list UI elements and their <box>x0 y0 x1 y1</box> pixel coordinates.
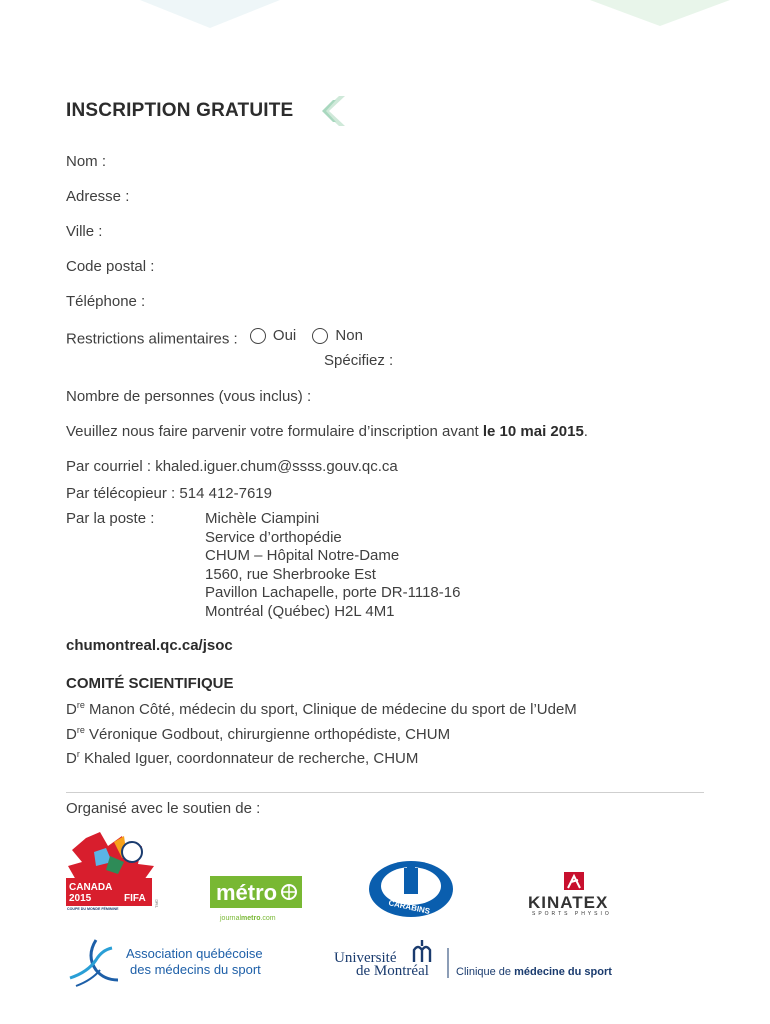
fifa-logo <box>66 832 166 912</box>
member-title-sup: re <box>76 725 85 735</box>
metro-url-brand: metro <box>241 915 261 922</box>
oui-option[interactable] <box>246 327 296 344</box>
chevron-icon <box>319 96 347 126</box>
fax-row <box>66 485 272 502</box>
address-line: 1560, rue Sherbrooke Est <box>205 565 376 583</box>
instructions-period: . <box>583 423 588 440</box>
metro-url-text <box>219 915 276 922</box>
fifa-tm-text: TM© <box>154 899 159 908</box>
title-row <box>66 96 347 126</box>
field-ville[interactable] <box>66 223 102 240</box>
sponsors-heading: Organisé avec le soutien de : <box>66 800 261 817</box>
fax-label: Par télécopieur : <box>66 485 176 502</box>
member-title-sup: re <box>76 700 85 710</box>
metro-logo <box>210 876 302 924</box>
field-adresse[interactable] <box>66 188 129 205</box>
clinique-bold: médecine du sport <box>514 966 612 978</box>
member-title: D <box>66 726 77 743</box>
kinatex-logo <box>526 872 626 916</box>
kinatex-text: KINATEX <box>528 893 609 912</box>
member-title-sup: r <box>76 749 80 759</box>
member-text: Manon Côté, médecin du sport, Clinique de médecine du sport de l’UdeM <box>84 701 577 718</box>
metro-url-prefix: journal <box>220 915 242 922</box>
adresse-label: Adresse : <box>66 188 130 205</box>
specifiez-label: Spécifiez : <box>324 352 394 369</box>
instructions-text: Veuillez nous faire parvenir votre formulaire d’inscription avant <box>66 423 483 440</box>
fifa-year-text: 2015 <box>69 893 92 904</box>
fax-value: 514 412-7619 <box>179 485 272 502</box>
committee-heading: COMITÉ SCIENTIFIQUE <box>66 675 234 692</box>
website-link[interactable]: chumontreal.qc.ca/jsoc <box>66 637 233 654</box>
field-telephone[interactable] <box>66 293 145 310</box>
oui-radio[interactable] <box>250 328 266 344</box>
field-personnes[interactable] <box>66 388 311 405</box>
clinique-prefix: Clinique de <box>456 966 515 978</box>
field-nom[interactable] <box>66 153 106 170</box>
udem-line2: de Montréal <box>356 963 429 979</box>
member-title: D <box>66 750 77 767</box>
address-line: CHUM – Hôpital Notre-Dame <box>205 547 400 564</box>
ville-label: Ville : <box>66 223 103 240</box>
committee-member <box>66 725 450 743</box>
courriel-value[interactable]: khaled.iguer.chum@ssss.gouv.qc.ca <box>155 458 398 475</box>
address-line: Service d’orthopédie <box>205 528 342 546</box>
courriel-label: Par courriel : <box>66 458 152 475</box>
instructions <box>66 423 588 440</box>
deadline: le 10 mai 2015 <box>482 423 584 440</box>
divider <box>66 792 704 793</box>
kinatex-sub-text: SPORTS PHYSIO <box>532 911 612 916</box>
nom-label: Nom : <box>66 153 107 170</box>
aqms-line1: Association québécoise <box>126 946 263 961</box>
metro-url-suffix: .com <box>260 915 276 922</box>
form-title: INSCRIPTION GRATUITE <box>66 100 294 121</box>
clinique-text <box>456 966 612 978</box>
telephone-label: Téléphone : <box>66 293 146 310</box>
aqms-line2: des médecins du sport <box>130 962 261 977</box>
member-text: Khaled Iguer, coordonnateur de recherche, CHUM <box>79 750 419 767</box>
field-specifiez[interactable] <box>324 352 393 369</box>
fifa-sub-text: COUPE DU MONDE FÉMININE <box>67 907 119 911</box>
courriel-row <box>66 458 398 475</box>
udem-logo <box>334 938 634 982</box>
committee-member <box>66 749 418 767</box>
poste-row <box>66 510 154 527</box>
personnes-label: Nombre de personnes (vous inclus) : <box>66 388 312 405</box>
postal-address <box>205 510 460 621</box>
address-line: Montréal (Québec) H2L 4M1 <box>205 602 395 620</box>
member-text: Véronique Godbout, chirurgienne orthopédiste, CHUM <box>84 726 451 743</box>
field-code-postal[interactable] <box>66 258 154 275</box>
non-radio[interactable] <box>312 328 328 344</box>
non-label: Non <box>335 327 363 344</box>
poste-label: Par la poste : <box>66 510 155 527</box>
code-postal-label: Code postal : <box>66 258 155 275</box>
field-restrictions <box>66 327 363 348</box>
address-line: Pavillon Lachapelle, porte DR-1118-16 <box>205 584 461 601</box>
udem-line1: Université <box>334 950 397 966</box>
fifa-canada-text: CANADA <box>69 882 113 893</box>
carabins-text: CARABINS <box>387 898 431 916</box>
carabins-logo <box>366 858 456 920</box>
aqms-logo <box>66 936 296 988</box>
metro-text: métro <box>216 880 278 905</box>
committee-member <box>66 700 577 718</box>
non-option[interactable] <box>308 327 363 344</box>
oui-label: Oui <box>272 327 297 344</box>
fifa-text: FIFA <box>124 893 146 904</box>
top-decoration <box>0 0 770 60</box>
address-line: Michèle Ciampini <box>205 510 320 527</box>
member-title: D <box>66 701 77 718</box>
restrictions-label: Restrictions alimentaires : <box>66 330 238 348</box>
